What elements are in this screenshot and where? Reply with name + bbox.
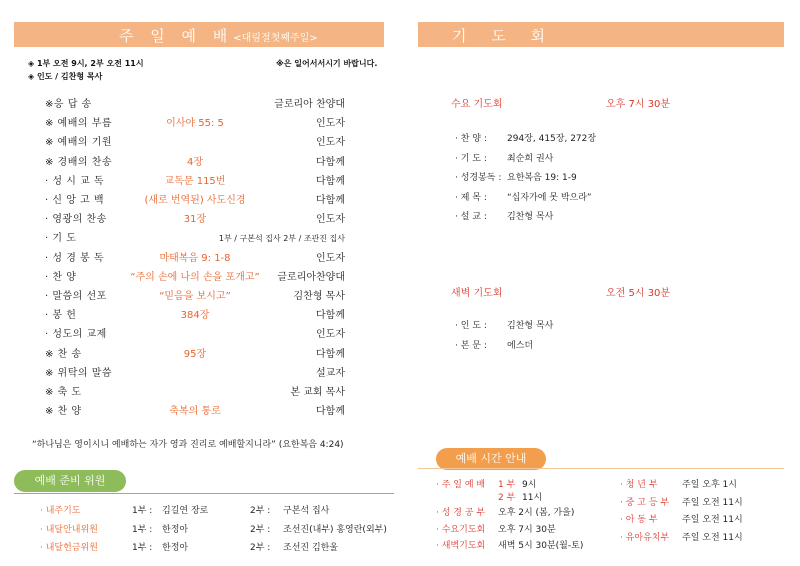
prayer-value: 김찬형 목사 xyxy=(507,321,554,331)
order-row xyxy=(45,290,345,304)
order-detail: 축복의 통로 xyxy=(169,406,221,418)
order-detail: 1부 / 구본석 집사 2부 / 조관진 집사 xyxy=(218,234,345,244)
schedule-name: · 성 경 공 부 xyxy=(436,508,486,518)
order-leader: 설교자 xyxy=(316,367,345,379)
scripture-verse: “하나님은 영이시니 예배하는 자가 영과 진리로 예배할지니라” (요한복음 4:24) xyxy=(32,440,344,450)
schedule-time: 9시 xyxy=(522,480,537,490)
worship-title: 주 일 예 배 xyxy=(119,27,234,45)
committee-label: 1부 : xyxy=(132,524,153,535)
schedule-name: · 청 년 부 xyxy=(620,480,658,490)
order-item: ※ 위탁의 말씀 xyxy=(45,367,113,379)
schedule-part: 1 부 xyxy=(498,480,516,490)
order-item: ※ 찬 양 xyxy=(45,406,82,418)
order-detail: “믿음을 보시고” xyxy=(159,291,231,302)
order-leader: 인도자 xyxy=(316,214,345,226)
schedule-time: 새벽 5시 30분(월-토) xyxy=(498,541,584,551)
committee-name: 구본석 집사 xyxy=(283,506,330,516)
order-row xyxy=(45,117,345,131)
order-row xyxy=(45,348,345,362)
schedule-time: 주일 오후 1시 xyxy=(682,480,737,490)
schedule-time: 주일 오전 11시 xyxy=(682,532,743,543)
committee-role: · 내달안내위원 xyxy=(40,524,98,535)
order-item: · 신 앙 고 백 xyxy=(45,195,105,206)
schedule-name: · 유아유치부 xyxy=(620,532,670,543)
prayer-label: · 기 도 : xyxy=(455,153,487,164)
order-detail: 이사야 55: 5 xyxy=(166,118,224,130)
order-item: ※응 답 송 xyxy=(45,99,92,110)
schedule-time: 오후 7시 30분 xyxy=(498,525,556,535)
order-item: · 영광의 찬송 xyxy=(45,214,107,226)
order-row xyxy=(45,405,345,419)
order-item: · 성도의 교제 xyxy=(45,329,107,341)
prayer-label: · 제 목 : xyxy=(455,192,487,203)
schedule-name: · 새벽기도회 xyxy=(436,541,486,551)
order-leader: 다함께 xyxy=(316,406,345,418)
committee-label: 2부 : xyxy=(250,543,271,553)
prayer-value: 294장, 415장, 272장 xyxy=(507,134,597,144)
prayer-value: 에스더 xyxy=(507,340,534,351)
divider xyxy=(418,468,784,469)
divider xyxy=(14,493,394,494)
worship-subtitle: <대림절첫째주일> xyxy=(233,33,318,44)
committee-name: 한정아 xyxy=(162,543,189,553)
order-row xyxy=(45,367,345,381)
wed-prayer-title: 수요 기도회 xyxy=(451,99,503,110)
worship-times: ◈ 1부 오전 9시, 2부 오전 11시 xyxy=(28,59,144,68)
order-leader: 인도자 xyxy=(316,118,345,130)
schedule-part: 2 부 xyxy=(498,493,516,503)
schedule-name: · 아 동 부 xyxy=(620,515,658,525)
prayer-value: “십자가에 못 박으라” xyxy=(507,192,592,203)
order-row xyxy=(45,328,345,342)
order-leader: 김찬형 목사 xyxy=(293,291,345,302)
order-leader: 인도자 xyxy=(316,137,345,149)
prayer-value: 김찬형 목사 xyxy=(507,212,554,222)
prayer-label: · 찬 양 : xyxy=(455,134,487,144)
order-leader: 인도자 xyxy=(316,252,345,264)
order-detail: 95장 xyxy=(183,348,207,360)
stand-note: ※은 일어서서시기 바랍니다. xyxy=(276,59,378,68)
order-row xyxy=(45,271,345,285)
order-row xyxy=(45,136,345,150)
order-item: · 성 경 봉 독 xyxy=(45,252,105,264)
order-leader: 글로리아 찬양대 xyxy=(274,99,345,110)
order-detail: “주의 손에 나의 손을 포개고” xyxy=(130,271,260,283)
order-detail: 4장 xyxy=(186,156,204,168)
order-leader: 다함께 xyxy=(316,348,345,360)
committee-name: 김길연 장로 xyxy=(162,506,209,516)
worship-header xyxy=(14,22,384,47)
schedule-title: 예배 시간 안내 xyxy=(436,448,546,470)
prayer-label: · 본 문 : xyxy=(455,340,487,351)
order-leader: 본 교회 목사 xyxy=(290,387,345,398)
wed-prayer-time: 오후 7시 30분 xyxy=(606,99,671,110)
order-row xyxy=(45,156,345,170)
order-row xyxy=(45,194,345,208)
order-detail: 교독문 115번 xyxy=(164,175,226,187)
order-detail: 31장 xyxy=(183,214,207,226)
committee-label: 1부 : xyxy=(132,506,153,516)
order-leader: 글로리아찬양대 xyxy=(277,271,345,283)
order-row xyxy=(45,175,345,189)
committee-role: · 내주기도 xyxy=(40,506,81,516)
committee-name: 한정아 xyxy=(162,524,189,535)
schedule-time: 오후 2시 (봄, 가을) xyxy=(498,508,575,518)
committee-label: 1부 : xyxy=(132,543,153,553)
order-detail: 마태복음 9: 1-8 xyxy=(159,252,231,264)
order-item: ※ 축 도 xyxy=(45,387,82,398)
order-item: ※ 예배의 기원 xyxy=(45,137,113,149)
prayer-value: 최순희 권사 xyxy=(507,153,554,164)
order-leader: 다함께 xyxy=(316,195,345,206)
prayer-title: 기 도 회 xyxy=(452,27,556,45)
order-leader: 다함께 xyxy=(316,175,345,187)
order-row xyxy=(45,252,345,266)
schedule-time: 주일 오전 11시 xyxy=(682,515,743,525)
schedule-name: · 주 일 예 배 xyxy=(436,480,486,490)
order-item: · 봉 헌 xyxy=(45,310,77,322)
committee-title: 예배 준비 위원 xyxy=(14,470,126,492)
order-item: · 기 도 xyxy=(45,233,77,245)
order-row xyxy=(45,309,345,323)
order-detail: 384장 xyxy=(180,310,210,322)
order-item: · 찬 양 xyxy=(45,271,77,283)
order-detail: (새로 번역된) 사도신경 xyxy=(144,195,246,206)
order-item: · 말씀의 선포 xyxy=(45,291,107,302)
order-row xyxy=(45,232,345,246)
order-row xyxy=(45,213,345,227)
dawn-prayer-title: 새벽 기도회 xyxy=(451,288,503,299)
order-leader: 다함께 xyxy=(316,310,345,322)
prayer-label: · 인 도 : xyxy=(455,321,487,331)
order-item: ※ 찬 송 xyxy=(45,348,82,360)
order-row xyxy=(45,386,345,400)
order-leader: 인도자 xyxy=(316,329,345,341)
order-item: · 성 시 교 독 xyxy=(45,175,105,187)
order-item: ※ 경배의 찬송 xyxy=(45,156,113,168)
order-row xyxy=(45,98,345,112)
prayer-header xyxy=(418,22,784,47)
committee-label: 2부 : xyxy=(250,524,271,535)
schedule-name: · 수요기도회 xyxy=(436,525,486,535)
prayer-label: · 성경봉독 : xyxy=(455,173,502,183)
schedule-time: 11시 xyxy=(522,493,543,503)
committee-name: 조선진(내부) 홍영란(외부) xyxy=(283,524,387,535)
prayer-label: · 설 교 : xyxy=(455,212,487,222)
order-leader: 다함께 xyxy=(316,156,345,168)
schedule-time: 주일 오전 11시 xyxy=(682,497,743,508)
committee-name: 조선진 김한울 xyxy=(283,543,339,553)
dawn-prayer-time: 오전 5시 30분 xyxy=(606,288,671,299)
committee-role: · 내달헌금위원 xyxy=(40,543,98,553)
order-item: ※ 예배의 부름 xyxy=(45,118,113,130)
prayer-value: 요한복음 19: 1-9 xyxy=(507,173,577,183)
committee-label: 2부 : xyxy=(250,506,271,516)
schedule-name: · 중 고 등 부 xyxy=(620,497,670,508)
worship-leader: ◈ 인도 / 김찬형 목사 xyxy=(28,72,103,81)
